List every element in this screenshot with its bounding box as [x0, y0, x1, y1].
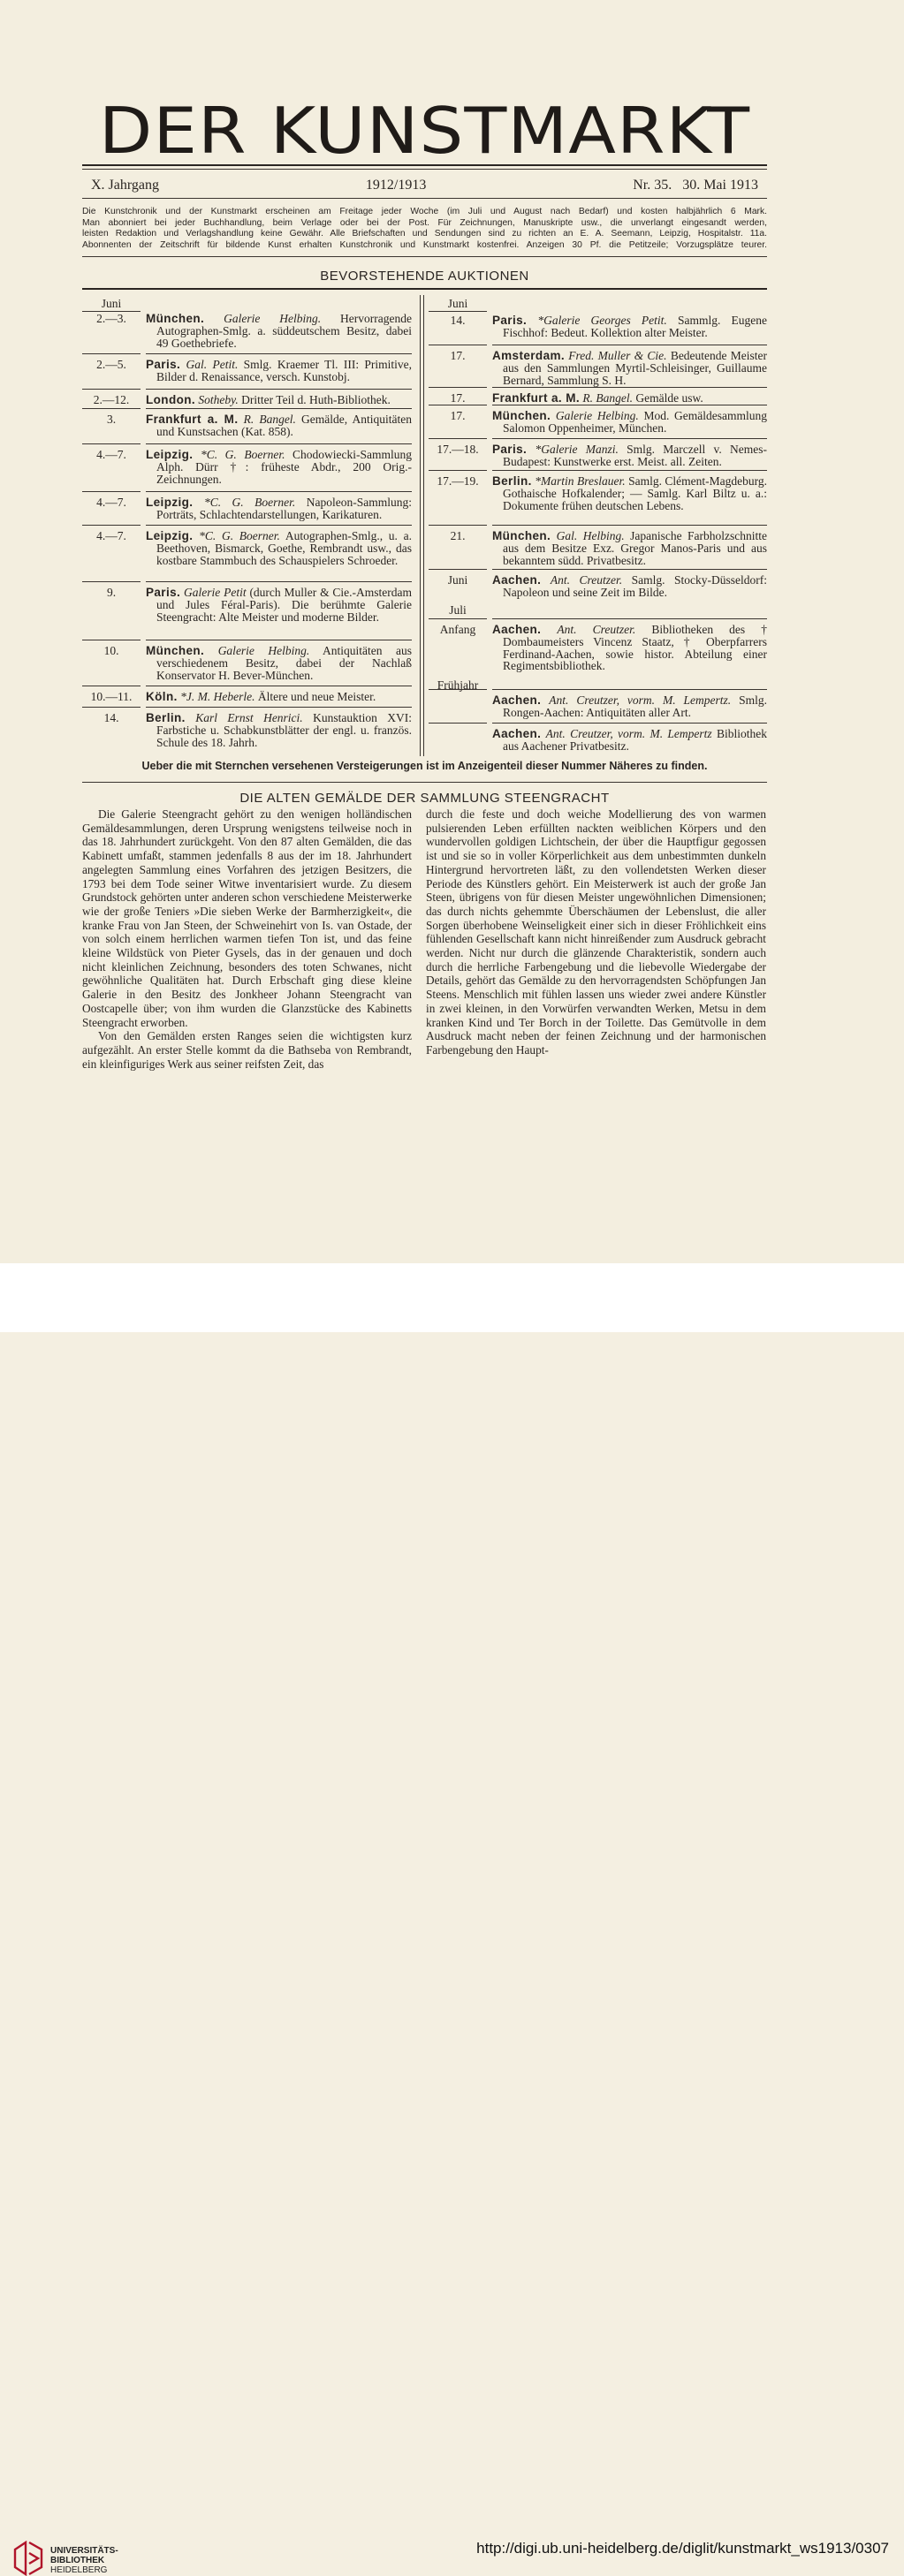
entry-rule [146, 491, 412, 492]
auction-house: Galerie Helbing. [555, 409, 639, 422]
auction-date: 2.—5. [96, 358, 126, 371]
auction-date: 14. [450, 314, 466, 327]
auction-entry [492, 392, 767, 405]
entry-rule [492, 387, 767, 388]
auction-date: 4.—7. [96, 448, 126, 461]
notice-line: Die Kunstchronik und der Kunstmarkt erscheinen am Freitage jeder Woche (im Juli und August nach Bedarf) und kosten halbjährlich 6 Mark. [82, 207, 767, 216]
auction-description: Samlg. Clément-Magdeburg. Gothaische Hofkalender; — Samlg. Karl Biltz u. a.: Dokumente frühen deutschen Lebens. [503, 474, 768, 512]
auction-city: München. [492, 409, 551, 422]
entry-rule [492, 618, 767, 619]
date-rule [82, 525, 141, 526]
date-rule [82, 389, 141, 390]
auction-city: Köln. [146, 690, 178, 703]
entry-rule [146, 408, 412, 409]
date-rule [429, 689, 487, 690]
entry-rule [146, 581, 412, 582]
auction-date: 17. [450, 349, 466, 362]
auction-description: Sammlg. Eugene Fischhof: Bedeut. Kollektion alter Meister. [503, 314, 767, 339]
auction-date: 17.—18. [437, 443, 479, 456]
notice-rule [82, 256, 767, 257]
entry-rule [492, 525, 767, 526]
date-rule [429, 387, 487, 388]
masthead-rule-thin [82, 169, 767, 170]
article-title: DIE ALTEN GEMÄLDE DER SAMMLUNG STEENGRACHT [239, 791, 610, 806]
auction-description: Bibliotheken des † Dombaumeisters Vincenz Staatz, † Oberpfarrers Ferdinand-Aachen, sowie histor. Abteilung einer Regimentsbibliothek. [503, 623, 768, 673]
month-label: Juni [447, 297, 468, 310]
auction-house: Ant. Creutzer, vorm. M. Lempertz. [549, 693, 732, 707]
notice-line: leisten Redaktion und Verlagshandlung keine Gewähr. Alle Briefschaften und Sendungen sind zu richten an E. A. Seemann, Leipzig, Hospitalstr. 11a. [82, 229, 767, 239]
auction-description: Smlg. Marczell v. Nemes-Budapest: Kunstwerke erst. Meist. all. Zeiten. [503, 443, 767, 468]
auction-date: 2.—12. [93, 393, 130, 406]
auction-description: Japanische Farbholzschnitte aus dem Besitze Exz. Gregor Manos-Paris und aus bekanntem südd. Privatbesitz. [503, 529, 768, 567]
auction-date: 21. [450, 529, 466, 542]
library-logo-icon [12, 2541, 44, 2576]
auction-date: Anfang [439, 623, 476, 636]
auction-entry [492, 624, 767, 672]
years-label: 1912/1913 [365, 178, 427, 193]
auction-house: Karl Ernst Henrici. [195, 711, 303, 724]
auction-description: Kunstauktion XVI: Farbstiche u. Schabkunstblätter der engl. u. französ. Schule des 18. Jahrh. [156, 711, 413, 749]
auction-entry [146, 313, 412, 349]
dateline-rule [82, 198, 767, 199]
date-rule [82, 491, 141, 492]
auction-date: 17. [450, 409, 466, 422]
auction-house: *Galerie Manzi. [535, 443, 619, 456]
date-rule [429, 569, 487, 570]
auction-house: Galerie Petit [184, 586, 247, 599]
auction-city: Aachen. [492, 573, 542, 587]
auction-city: Frankfurt a. M. [146, 413, 239, 426]
auction-description: Napoleon-Sammlung: Porträts, Schlachtendarstellungen, Karikaturen. [156, 496, 412, 521]
auction-description: Bedeutende Meister aus den Sammlungen Myrtil-Schleisinger, Guillaume Bernard, Sammlung S. H. [503, 349, 768, 387]
auction-description: Dritter Teil d. Huth-Bibliothek. [241, 393, 391, 406]
entry-rule [492, 723, 767, 724]
notice-line: Man abonniert bei jeder Buchhandlung, beim Verlage oder bei der Post. Für Zeichnungen, Manuskripte usw., die unverlangt eingesandt werden, [82, 217, 767, 228]
dateline [91, 178, 758, 193]
auction-description: Hervorragende Autographen-Smlg. a. süddeutschem Besitz, dabei 49 Goethebriefe. [156, 312, 412, 350]
entry-rule [492, 569, 767, 570]
auction-city: Paris. [146, 586, 181, 599]
auction-house: *Martin Breslauer. [535, 474, 626, 488]
month-label: Juni [101, 297, 122, 310]
notice-line: Abonnenten der Zeitschrift für bildende Kunst erhalten Kunstchronik und Kunstmarkt kostenfrei. Anzeigen 30 Pf. die Petitzeile; Vorzugsplätze teurer. [82, 239, 767, 250]
auction-entry [492, 443, 767, 468]
auction-date: 2.—3. [96, 312, 126, 325]
auction-date: 4.—7. [96, 496, 126, 509]
month-rule [429, 311, 487, 312]
auction-entry [146, 413, 412, 438]
article-paragraph: durch die feste und doch weiche Modellierung des von warmen pulsierenden Leben erfüllten nackten weiblichen Körpers und den wundervollen goldigen Lichtschein, der über die Hauptfigur gegossen ist und sie so in voller Körperlichkeit aus dem unbestimmten dunkeln Hintergrund hervortreten läßt, zu den vollendetsten Werken dieser Periode des Künstlers gehört. Ein Meisterwerk ist auch der große Jan Steen, übrigens von für diesen Meister ungewöhnlichen Dimensionen; das durch nichts gehemmte Überschäumen der Lebenslust, die aller Sorgen überhobene Weinseligkeit einer sich in dieser Fröhlichkeit eins fühlenden Gesellschaft kann nicht hinreißender zum Ausdruck gebracht werden. Nicht nur durch die glänzende Charakteristik, sondern auch durch die herrliche Farbengebung und die liebevolle Wiedergabe der Details, gehört das Gemälde zu den hervorragendsten Schöpfungen Jan Steens. Menschlich mit fühlen lassen uns wieder zwei andere Künstler in zwei kleinen, in den Vorwürfen verwandten Werken, Metsu in dem kranken Kind und Ter Borch in der Toilette. Das Gemütvolle in dem Ausdruck macht neben der feinen Zeichnung und der harmonischen Farbengebung den Haupt- [426, 807, 766, 1057]
auction-entry [492, 694, 767, 719]
auction-house: Fred. Muller & Cie. [568, 349, 667, 362]
auction-entry [146, 645, 412, 681]
article-column-right [426, 807, 766, 1057]
auction-city: Paris. [492, 314, 528, 327]
auction-entry [492, 530, 767, 566]
library-line: UNIVERSITÄTS- [50, 2546, 118, 2556]
entry-rule [492, 689, 767, 690]
auction-date: 4.—7. [96, 529, 126, 542]
auction-city: Paris. [492, 443, 528, 456]
auction-city: London. [146, 393, 196, 406]
auction-description: Autographen-Smlg., u. a. Beethoven, Bismarck, Goethe, Rembrandt usw., das kostbare Stammbuch des Schauspielers Schroeder. [156, 529, 412, 567]
masthead-rule [82, 164, 767, 166]
date-rule [429, 618, 487, 619]
auction-city: München. [146, 644, 205, 657]
masthead-title: DER KUNSTMARKT [98, 94, 751, 168]
volume-label: X. Jahrgang [91, 178, 160, 193]
auction-city: Amsterdam. [492, 349, 566, 362]
auction-entry [146, 712, 412, 748]
auction-description: (durch Muller & Cie.-Amsterdam und Jules Féral-Paris). Die berühmte Galerie Steengracht: Alte Meister und moderne Bilder. [156, 586, 413, 624]
auction-entry [492, 574, 767, 599]
auction-house: R. Bangel. [243, 413, 296, 426]
auction-entry [146, 691, 412, 703]
auctions-rule [82, 288, 767, 290]
entry-rule [146, 443, 412, 444]
auction-date: 17. [450, 391, 466, 405]
auction-house: Galerie Helbing. [217, 644, 310, 657]
auction-date: 3. [106, 413, 117, 426]
auction-city: Leipzig. [146, 496, 194, 509]
auctions-heading: BEVORSTEHENDE AUKTIONEN [320, 269, 529, 284]
auction-city: Aachen. [492, 623, 542, 636]
library-line: HEIDELBERG [50, 2565, 108, 2575]
article-paragraph: Von den Gemälden ersten Ranges seien die wichtigsten kurz aufgezählt. An erster Stelle kommt da die Bathseba von Rembrandt, ein kleinfiguriges Werk aus seiner reifsten Zeit, das [82, 1029, 412, 1071]
auction-date: 9. [106, 586, 117, 599]
auction-entry [146, 587, 412, 623]
date-rule [429, 723, 487, 724]
auction-description: Chodowiecki-Sammlung Alph. Dürr †: früheste Abdr., 200 Orig.-Zeichnungen. [156, 448, 413, 486]
auction-city: Berlin. [492, 474, 532, 488]
auction-house: *C. G. Boerner. [201, 448, 285, 461]
auction-entry [492, 728, 767, 753]
subscription-notice [82, 207, 767, 251]
scanned-page [0, 0, 904, 1263]
article-paragraph: Die Galerie Steengracht gehört zu den wenigen holländischen Gemäldesammlungen, deren Ursprung wenigstens teilweise noch in das 18. Jahrhundert zurückgeht. Von den 87 alten Gemälden, die das Kabinett umfaßt, stammen jedenfalls 8 aus der im 18. Jahrhundert angelegten Sammlung eines Vorfahren des jetzigen Besitzers, die 1793 bei dem Tode seiner Witwe inventarisiert wurde. Zu diesem Grundstock gehörten unter anderen schon verschiedene Meisterwerke wie der große Teniers »Die sieben Werke der Barmherzigkeit«, die kranke Frau von Jan Steen, der Schweinehirt von Is. van Ostade, der von solch einem herrlichen warmen tiefen Ton ist, und das feine kleine Wildstück von Pieter Gysels, das in der genauen und doch nicht kleinlichen Zeichnung, besonders des toten Schwanes, nicht gewöhnliche Qualitäten hat. Durch Erbschaft ging diese kleine Galerie in den Besitz des Jonkheer Johann Steengracht van Oostcapelle über; von ihm wurden die Glanzstücke des Kabinetts Steengracht erworben. [82, 807, 412, 1029]
auction-date: Juni [447, 573, 468, 587]
auction-house: Ant. Creutzer. [550, 573, 623, 587]
auction-description: Gemälde, Antiquitäten und Kunstsachen (Kat. 858). [156, 413, 412, 438]
auction-house: *C. G. Boerner. [199, 529, 280, 542]
auction-entry [146, 449, 412, 485]
auction-house: R. Bangel. [582, 391, 634, 405]
date-rule [82, 581, 141, 582]
entry-rule [146, 707, 412, 708]
auction-entry [146, 496, 412, 521]
date-rule [429, 438, 487, 439]
auction-house: *Galerie Georges Petit. [537, 314, 667, 327]
auction-city: Paris. [146, 358, 181, 371]
auction-house: Galerie Helbing. [224, 312, 322, 325]
auction-description: Mod. Gemäldesammlung Salomon Oppenheimer, München. [503, 409, 768, 435]
date-rule [82, 408, 141, 409]
auction-date: 14. [103, 711, 119, 724]
date-rule [429, 525, 487, 526]
entry-rule [492, 470, 767, 471]
footnote-rule [82, 782, 767, 783]
source-url[interactable]: http://digi.ub.uni-heidelberg.de/diglit/kunstmarkt_ws1913/0307 [476, 2540, 889, 2557]
auction-description: Samlg. Stocky-Düsseldorf: Napoleon und seine Zeit im Bilde. [503, 573, 768, 599]
entry-rule [146, 389, 412, 390]
column-divider [423, 295, 424, 756]
date-rule [429, 470, 487, 471]
auction-date: 10. [103, 644, 119, 657]
asterisk-footnote: Ueber die mit Sternchen versehenen Versteigerungen ist im Anzeigenteil dieser Nummer Näheres zu finden. [141, 760, 708, 772]
auction-city: Frankfurt a. M. [492, 391, 581, 405]
auction-description: Smlg. Rongen-Aachen: Antiquitäten aller Art. [503, 693, 768, 719]
auctions-table [82, 295, 767, 756]
auction-date: 10.—11. [90, 690, 133, 703]
auction-city: Berlin. [146, 711, 186, 724]
auction-city: München. [492, 529, 551, 542]
auction-description: Bibliothek aus Aachener Privatbesitz. [503, 727, 768, 753]
date-rule [82, 707, 141, 708]
auction-entry [146, 530, 412, 566]
auction-house: Gal. Petit. [186, 358, 239, 371]
auction-house: Sotheby. [198, 393, 239, 406]
auction-house: *C. G. Boerner. [203, 496, 296, 509]
library-name [50, 2546, 118, 2575]
auction-house: Ant. Creutzer. [557, 623, 636, 636]
column-divider [420, 295, 421, 756]
auction-entry [492, 350, 767, 386]
entry-rule [146, 525, 412, 526]
auction-entry [492, 410, 767, 435]
auction-description: Antiquitäten aus verschiedenem Besitz, dabei der Nachlaß Konservator H. Bever-München. [156, 644, 412, 682]
issue-label: Nr. 35. 30. Mai 1913 [633, 178, 758, 193]
date-rule [82, 443, 141, 444]
month-label: Juli [449, 603, 467, 617]
auction-city: München. [146, 312, 205, 325]
auction-entry [146, 394, 412, 406]
date-rule [82, 353, 141, 354]
auction-city: Aachen. [492, 693, 542, 707]
auction-description: Ältere und neue Meister. [257, 690, 376, 703]
library-footer [0, 1263, 904, 2575]
auction-description: Gemälde usw. [635, 391, 703, 405]
auction-date: 17.—19. [437, 474, 479, 488]
auction-house: Gal. Helbing. [556, 529, 625, 542]
month-label: Frühjahr [437, 678, 479, 692]
auction-entry [492, 475, 767, 511]
auction-city: Aachen. [492, 727, 542, 740]
auction-city: Leipzig. [146, 448, 194, 461]
entry-rule [492, 438, 767, 439]
article-column-left [82, 807, 412, 1071]
auction-city: Leipzig. [146, 529, 194, 542]
entry-rule [146, 353, 412, 354]
auction-house: *J. M. Heberle. [180, 690, 255, 703]
auction-entry [146, 359, 412, 383]
library-line: BIBLIOTHEK [50, 2556, 105, 2565]
auction-entry [492, 314, 767, 339]
auction-house: Ant. Creutzer, vorm. M. Lempertz [545, 727, 712, 740]
auction-description: Smlg. Kraemer Tl. III: Primitive, Bilder d. Renaissance, versch. Kunstobj. [156, 358, 413, 383]
